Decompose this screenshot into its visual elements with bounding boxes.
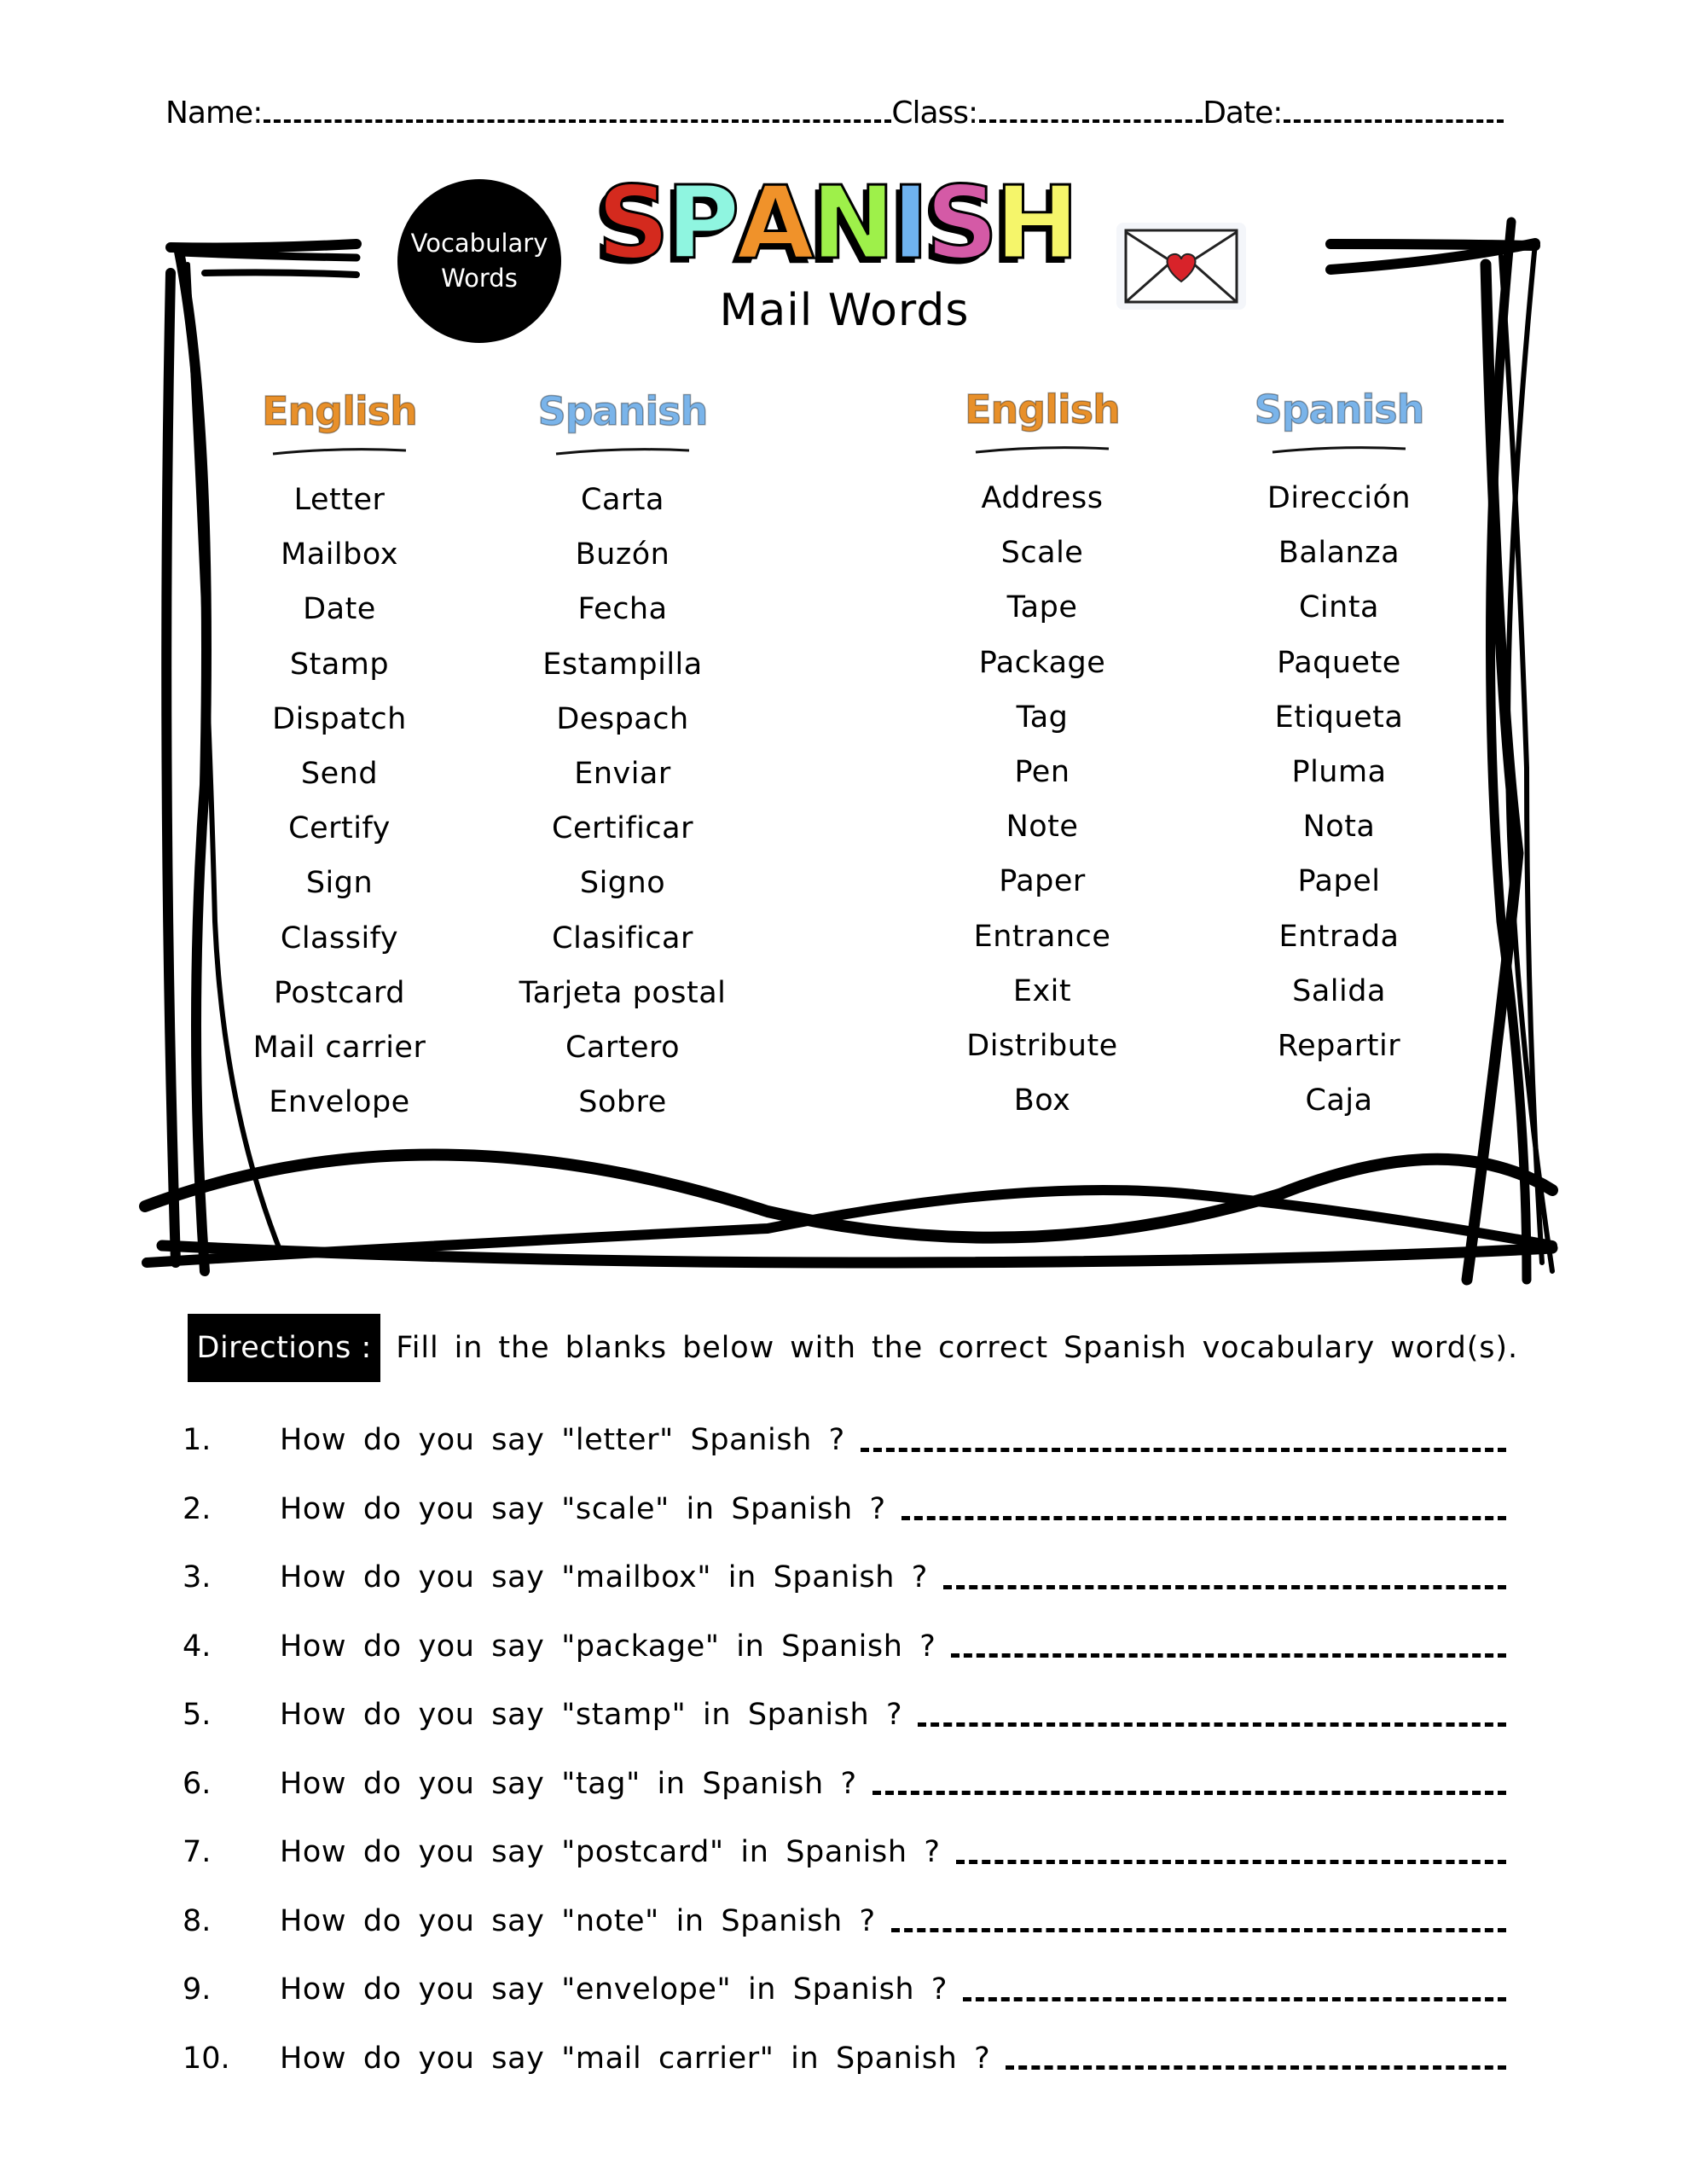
question-text: How do you say "scale" in Spanish ? — [280, 1491, 886, 1526]
class-label: Class: — [891, 96, 978, 131]
question-text: How do you say "letter" Spanish ? — [280, 1423, 845, 1458]
header-underline — [1271, 444, 1407, 456]
question-number: 9. — [183, 1972, 212, 2007]
spanish-word-list — [495, 473, 751, 1130]
english-word: Tape — [1006, 590, 1078, 625]
spanish-word: Balanza — [1278, 536, 1400, 571]
english-word: Certify — [288, 811, 391, 846]
spanish-word: Cinta — [1298, 590, 1380, 625]
question-item — [183, 2024, 1506, 2094]
question-number: 10. — [183, 2041, 230, 2076]
name-label: Name: — [165, 96, 263, 131]
question-item — [183, 1406, 1506, 1475]
english-word: Distribute — [966, 1028, 1118, 1063]
spanish-word: Paquete — [1277, 645, 1401, 680]
spanish-word: Sobre — [578, 1085, 667, 1120]
english-word: Address — [981, 481, 1104, 515]
question-item — [183, 1681, 1506, 1750]
question-number: 5. — [183, 1698, 212, 1733]
spanish-word: Dirección — [1267, 481, 1412, 515]
spanish-word: Salida — [1292, 973, 1386, 1008]
spanish-word: Fecha — [577, 592, 668, 627]
badge-line-2: Words — [441, 264, 518, 293]
spanish-word-list — [1211, 471, 1467, 1128]
question-item — [183, 1818, 1506, 1887]
class-field[interactable] — [979, 94, 1203, 123]
spanish-word: Signo — [579, 866, 666, 901]
spanish-word: Despach — [556, 701, 689, 736]
question-number: 2. — [183, 1491, 212, 1526]
question-number: 6. — [183, 1766, 212, 1801]
spanish-logo — [597, 164, 1092, 282]
vocab-column-spanish-right — [1211, 382, 1467, 1128]
logo-letter: I — [891, 164, 926, 282]
spanish-word: Estampilla — [542, 647, 703, 682]
answer-blank[interactable] — [956, 1841, 1506, 1864]
answer-blank[interactable] — [901, 1497, 1506, 1520]
column-header-spanish: Spanish — [537, 388, 708, 434]
question-item — [183, 1750, 1506, 1819]
directions-text: Fill in the blanks below with the correct Spanish vocabulary word(s). — [396, 1331, 1518, 1365]
english-word: Mail carrier — [252, 1030, 426, 1065]
question-text: How do you say "note" in Spanish ? — [280, 1903, 876, 1938]
question-text: How do you say "stamp" in Spanish ? — [280, 1698, 903, 1733]
question-text: How do you say "tag" in Spanish ? — [280, 1766, 857, 1801]
question-text: How do you say "package" in Spanish ? — [280, 1629, 936, 1664]
answer-blank[interactable] — [951, 1635, 1506, 1658]
question-text: How do you say "postcard" in Spanish ? — [280, 1835, 941, 1870]
page-subtitle: Mail Words — [719, 285, 970, 336]
english-word: Paper — [999, 864, 1086, 899]
question-list — [183, 1406, 1506, 2093]
question-item — [183, 1887, 1506, 1956]
column-header-english: English — [965, 386, 1120, 433]
spanish-word: Repartir — [1277, 1028, 1401, 1063]
english-word: Envelope — [269, 1085, 410, 1120]
header-underline — [554, 445, 691, 457]
logo-letter: A — [736, 164, 811, 282]
spanish-word: Clasificar — [552, 921, 693, 956]
english-word: Entrance — [973, 919, 1111, 954]
badge-line-1: Vocabulary — [410, 229, 548, 258]
spanish-word: Pluma — [1291, 754, 1387, 789]
answer-blank[interactable] — [872, 1772, 1506, 1795]
english-word: Package — [978, 645, 1106, 680]
english-word: Letter — [293, 483, 386, 517]
english-word: Tag — [1016, 700, 1069, 735]
english-word: Classify — [280, 921, 399, 956]
english-word: Stamp — [289, 647, 390, 682]
column-header-spanish: Spanish — [1254, 386, 1424, 433]
vocabulary-words-badge — [397, 179, 561, 343]
logo-letter: S — [597, 164, 666, 282]
question-item — [183, 1612, 1506, 1682]
question-text: How do you say "mail carrier" in Spanish ? — [280, 2041, 991, 2076]
column-header-english: English — [262, 388, 417, 434]
date-field[interactable] — [1284, 94, 1504, 123]
spanish-word: Cartero — [565, 1030, 681, 1065]
date-label: Date: — [1203, 96, 1283, 131]
student-info-line — [165, 94, 1508, 131]
spanish-word: Buzón — [575, 537, 670, 572]
english-word: Send — [300, 756, 379, 791]
question-item — [183, 1475, 1506, 1544]
spanish-word: Caja — [1305, 1083, 1373, 1118]
english-word: Mailbox — [281, 537, 398, 572]
logo-letter: N — [810, 164, 892, 282]
spanish-word: Etiqueta — [1274, 700, 1404, 735]
vocab-column-spanish-left — [495, 384, 751, 1130]
directions-label: Directions : — [188, 1314, 380, 1382]
spanish-word: Certificar — [552, 811, 693, 846]
question-number: 3. — [183, 1560, 212, 1595]
vocab-column-english-right — [914, 382, 1170, 1128]
answer-blank[interactable] — [1006, 2047, 1506, 2070]
question-number: 8. — [183, 1903, 212, 1938]
answer-blank[interactable] — [891, 1909, 1506, 1932]
english-word: Scale — [1000, 536, 1084, 571]
english-word-list — [212, 473, 467, 1130]
spanish-word: Carta — [581, 483, 664, 517]
logo-letter: S — [925, 164, 995, 282]
english-word: Pen — [1014, 754, 1070, 789]
english-word: Note — [1006, 810, 1079, 845]
question-number: 7. — [183, 1835, 212, 1870]
english-word: Sign — [305, 866, 374, 901]
header-underline — [974, 444, 1110, 456]
answer-blank[interactable] — [963, 1978, 1506, 2001]
english-word: Postcard — [274, 975, 405, 1010]
question-text: How do you say "mailbox" in Spanish ? — [280, 1560, 928, 1595]
spanish-word: Enviar — [574, 756, 671, 791]
question-text: How do you say "envelope" in Spanish ? — [280, 1972, 948, 2007]
spanish-word: Entrada — [1278, 919, 1400, 954]
spanish-word: Papel — [1297, 864, 1381, 899]
answer-blank[interactable] — [918, 1704, 1506, 1727]
question-item — [183, 1955, 1506, 2024]
name-field[interactable] — [264, 94, 891, 123]
answer-blank[interactable] — [861, 1429, 1506, 1452]
english-word-list — [914, 471, 1170, 1128]
logo-letter: P — [666, 164, 737, 282]
spanish-word: Tarjeta postal — [519, 975, 727, 1010]
vocab-column-english-left — [212, 384, 467, 1130]
question-number: 1. — [183, 1423, 212, 1458]
question-item — [183, 1543, 1506, 1612]
english-word: Date — [303, 592, 376, 627]
answer-blank[interactable] — [943, 1566, 1506, 1589]
english-word: Box — [1013, 1083, 1071, 1118]
logo-letter: H — [994, 164, 1076, 282]
english-word: Dispatch — [272, 701, 407, 736]
envelope-heart-icon — [1114, 220, 1249, 312]
spanish-word: Nota — [1302, 810, 1376, 845]
english-word: Exit — [1012, 973, 1072, 1008]
question-number: 4. — [183, 1629, 212, 1664]
directions-bar — [188, 1312, 1518, 1384]
header-underline — [271, 445, 408, 457]
